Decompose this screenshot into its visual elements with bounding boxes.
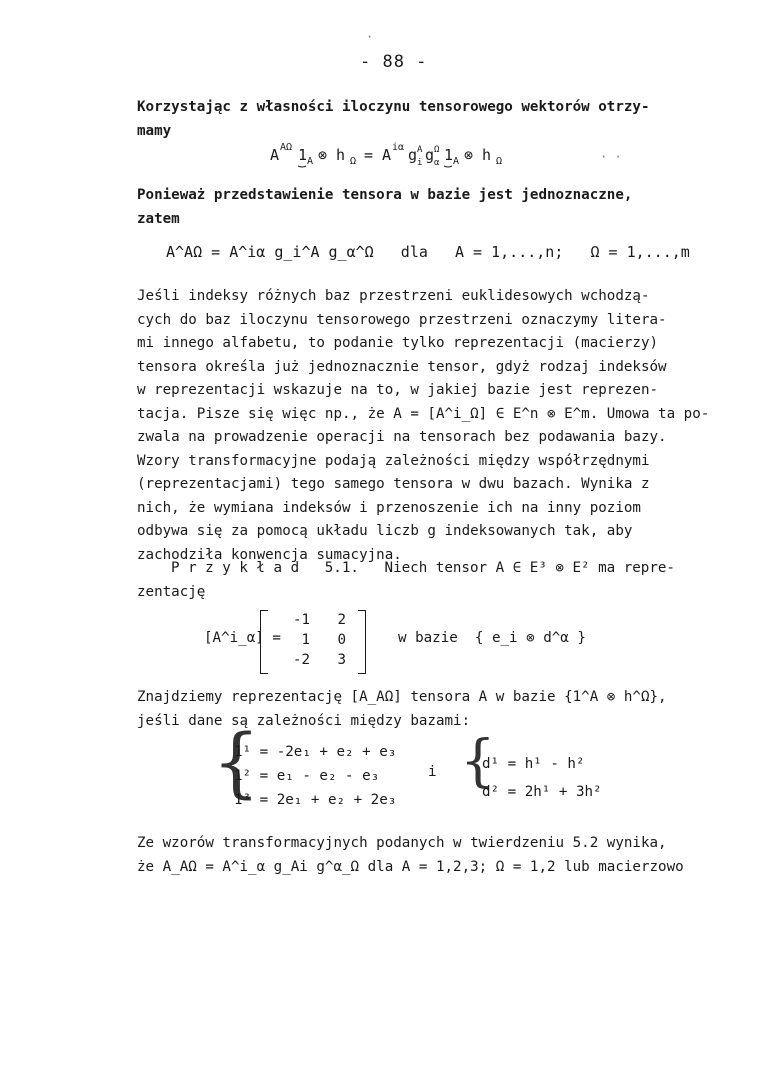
text-line: Ponieważ przedstawienie tensora w bazie jest jednoznaczne, [137, 187, 633, 203]
text-line: nich, że wymiana indeksów i przenoszenie ich na inny poziom [137, 499, 641, 516]
brace-left-system: { [212, 717, 261, 806]
matrix-row [274, 652, 354, 668]
system-eq: 1¹ = -2e₁ + e₂ + e₃ [234, 744, 397, 760]
system-right [482, 750, 602, 806]
matrix-cell: -2 [292, 652, 310, 668]
text-line: zachodziła konwencja sumacyjna. [137, 546, 402, 563]
svg-text:=: = [364, 146, 374, 164]
text-line: Ze wzorów transformacyjnych podanych w twierdzeniu 5.2 wynika, [137, 835, 667, 851]
system-left [234, 740, 396, 812]
text-line: że A_AΩ = A^i_α g_Ai g^α_Ω dla A = 1,2,3; Ω = 1,2 lub macierzowo [137, 858, 684, 875]
example-number: 5.1. [324, 560, 359, 576]
svg-text:1: 1 [298, 146, 308, 164]
equation-2: A^AΩ = A^iα g_i^A g_α^Ω dla A = 1,...,n; Ω = 1,...,m [166, 243, 690, 261]
svg-text:g: g [408, 146, 418, 164]
system-connector: i [428, 764, 437, 780]
matrix-cell: 2 [337, 612, 346, 628]
system-eq: d¹ = h¹ - h² [482, 756, 585, 772]
svg-text:Ω: Ω [496, 156, 503, 167]
svg-text:α: α [434, 158, 440, 168]
example-text: Niech tensor A ∈ E³ ⊗ E² ma repre- [384, 560, 675, 576]
svg-text:i: i [417, 158, 423, 168]
svg-text:A: A [307, 156, 314, 167]
svg-text:A: A [417, 145, 423, 155]
matrix-cell: 0 [337, 632, 346, 648]
svg-text:⊗ h: ⊗ h [464, 146, 492, 164]
svg-text:Ω: Ω [434, 145, 440, 155]
text-line: odbywa się za pomocą układu liczb g indeksowanych tak, aby [137, 523, 633, 539]
svg-text:A: A [382, 146, 392, 164]
matrix-row [274, 612, 354, 628]
page-number: - 88 - [360, 52, 428, 72]
text-line: tensora określa już jednoznacznie tensor, gdyż rodzaj indeksów [137, 358, 667, 375]
paragraph-transform [137, 832, 684, 879]
svg-text:⊗ h: ⊗ h [318, 146, 346, 164]
svg-text:Ω: Ω [350, 156, 357, 167]
scan-speck: · [366, 30, 374, 44]
example-text-cont: zentację [137, 583, 206, 600]
text-line: tacja. Pisze się więc np., że A = [A^i_Ω] ∈ E^n ⊗ E^m. Umowa ta po- [137, 405, 710, 422]
scan-speck: · · [600, 150, 622, 164]
svg-text:g: g [425, 146, 435, 164]
text-line: cych do baz iloczynu tensorowego przestrzeni oznaczymy litera- [137, 311, 667, 328]
matrix-lhs: [A^i_α] = [204, 630, 281, 646]
brace-right-system: { [460, 729, 496, 794]
matrix-basis: w bazie { e_i ⊗ d^α } [398, 630, 586, 646]
text-line: Wzory transformacyjne podają zależności między współrzędnymi [137, 452, 650, 469]
paragraph-uniqueness [137, 184, 677, 231]
text-line: Jeśli indeksy różnych baz przestrzeni euklidesowych wchodzą- [137, 288, 650, 304]
text-line: mi innego alfabetu, to podanie tylko reprezentacji (macierzy) [137, 335, 659, 351]
svg-text:1: 1 [444, 146, 454, 164]
text-line: Znajdziemy reprezentację [A_AΩ] tensora A w bazie {1^A ⊗ h^Ω}, [137, 689, 667, 705]
matrix-cell: 1 [301, 632, 310, 648]
matrix-cell: -1 [292, 612, 310, 628]
paragraph-indices [137, 285, 710, 567]
text-line: mamy [137, 122, 172, 139]
text-line: jeśli dane są zależności między bazami: [137, 712, 471, 729]
system-eq: 1² = e₁ - e₂ - e₃ [234, 768, 380, 784]
text-line: zwala na prowadzenie operacji na tensorach bez podawania bazy. [137, 429, 667, 445]
text-line: Korzystając z własności iloczynu tensorowego wektorów otrzy- [137, 99, 650, 115]
system-eq: d² = 2h¹ + 3h² [482, 784, 602, 800]
equation-1 [270, 136, 530, 174]
text-line: zatem [137, 210, 180, 227]
matrix-bracket-right [358, 610, 366, 674]
svg-text:AΩ: AΩ [280, 142, 293, 153]
matrix-cell: 3 [337, 652, 346, 668]
svg-text:A: A [270, 146, 280, 164]
system-eq: 1³ = 2e₁ + e₂ + 2e₃ [234, 792, 397, 808]
matrix-bracket-left [260, 610, 268, 674]
text-line: (reprezentacjami) tego samego tensora w dwu bazach. Wynika z [137, 476, 650, 492]
matrix-row [274, 632, 354, 648]
text-line: w reprezentacji wskazuje na to, w jakiej bazie jest reprezen- [137, 382, 659, 398]
svg-text:A: A [453, 156, 460, 167]
example-heading [137, 557, 677, 604]
example-label: P r z y k ł a d [171, 560, 300, 576]
svg-text:iα: iα [392, 142, 405, 153]
